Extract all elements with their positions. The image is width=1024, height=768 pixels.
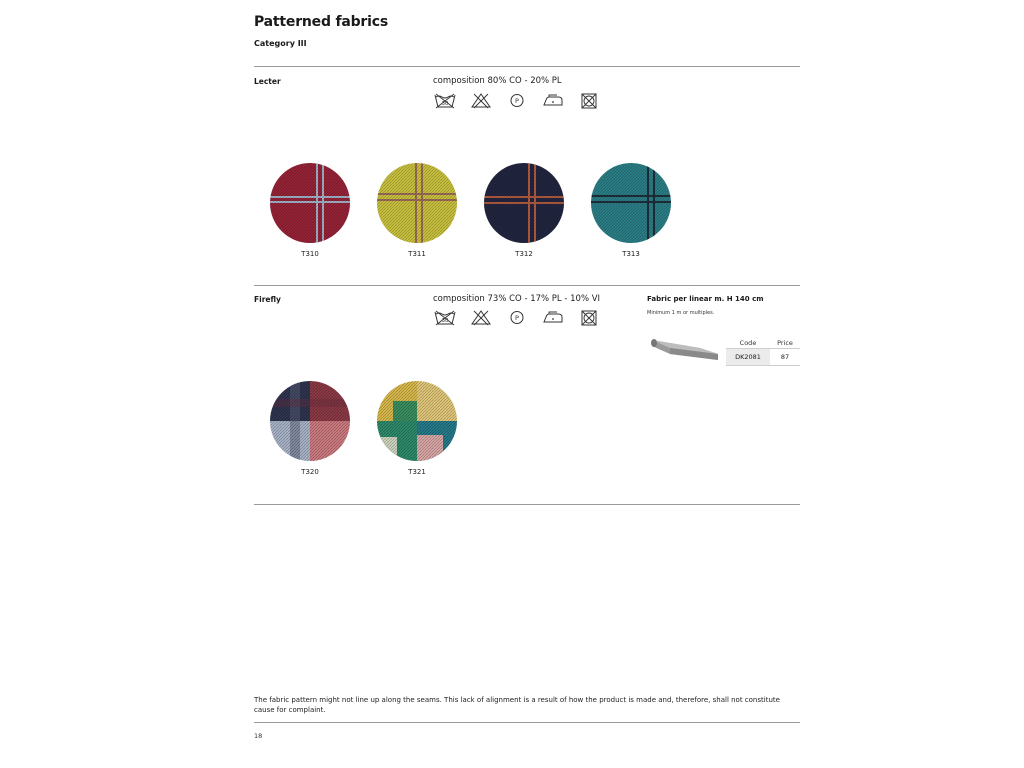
- divider: [254, 504, 800, 505]
- swatch-code-t313: T313: [622, 250, 640, 258]
- divider: [254, 722, 800, 723]
- fabric-name-lecter: Lecter: [254, 77, 281, 86]
- fabric-swatch-image: [270, 381, 350, 461]
- care-icons-lecter: [433, 92, 601, 109]
- no-bleach-icon: [469, 92, 493, 109]
- fabric-composition-firefly: composition 73% CO - 17% PL - 10% VI: [433, 294, 601, 304]
- no-tumble-dry-icon: [577, 309, 601, 326]
- page-number: 18: [254, 732, 263, 740]
- dry-clean-p-icon: [505, 92, 529, 109]
- fabric-roll-icon: [648, 332, 722, 370]
- svg-text:30: 30: [441, 101, 449, 107]
- swatch-t312: [484, 163, 564, 243]
- swatch-t320: [270, 381, 350, 461]
- fabric-swatch-image: [591, 163, 671, 243]
- fabric-name-firefly: Firefly: [254, 295, 281, 304]
- pricing-header: Fabric per linear m. H 140 cm: [647, 295, 764, 303]
- price-code: DK2081: [726, 349, 770, 366]
- swatch-code-t312: T312: [515, 250, 533, 258]
- pricing-note: Minimum 1 m or multiples.: [647, 310, 715, 316]
- swatch-code-t321: T321: [408, 468, 426, 476]
- fabric-composition-lecter: composition 80% CO - 20% PL: [433, 76, 562, 86]
- page-title: Patterned fabrics: [254, 14, 388, 30]
- fabric-swatch-image: [377, 163, 457, 243]
- swatch-t311: [377, 163, 457, 243]
- no-tumble-dry-icon: [577, 92, 601, 109]
- iron-low-icon: [541, 309, 565, 326]
- swatch-code-t310: T310: [301, 250, 319, 258]
- divider: [254, 285, 800, 286]
- wash-30-icon: [433, 309, 457, 326]
- wash-30-icon: [433, 92, 457, 109]
- fabric-swatch-image: [377, 381, 457, 461]
- iron-low-icon: [541, 92, 565, 109]
- swatch-t310: [270, 163, 350, 243]
- pricing-table: [726, 338, 800, 366]
- svg-text:P: P: [515, 97, 519, 105]
- swatch-code-t311: T311: [408, 250, 426, 258]
- dry-clean-p-icon: [505, 309, 529, 326]
- swatch-t321: [377, 381, 457, 461]
- page-subtitle: Category III: [254, 39, 307, 48]
- footnote: The fabric pattern might not line up along the seams. This lack of alignment is a result of how the product is made and, therefore, shall not constitute cause for complaint.: [254, 696, 780, 714]
- svg-text:30: 30: [441, 318, 449, 324]
- fabric-swatch-image: [484, 163, 564, 243]
- swatch-t313: [591, 163, 671, 243]
- divider: [254, 66, 800, 67]
- swatch-code-t320: T320: [301, 468, 319, 476]
- care-icons-firefly: [433, 309, 601, 326]
- price-col-price: Price: [777, 339, 793, 347]
- fabric-swatch-image: [270, 163, 350, 243]
- svg-text:P: P: [515, 314, 519, 322]
- price-value: 87: [770, 349, 800, 366]
- price-col-code: Code: [739, 339, 757, 347]
- no-bleach-icon: [469, 309, 493, 326]
